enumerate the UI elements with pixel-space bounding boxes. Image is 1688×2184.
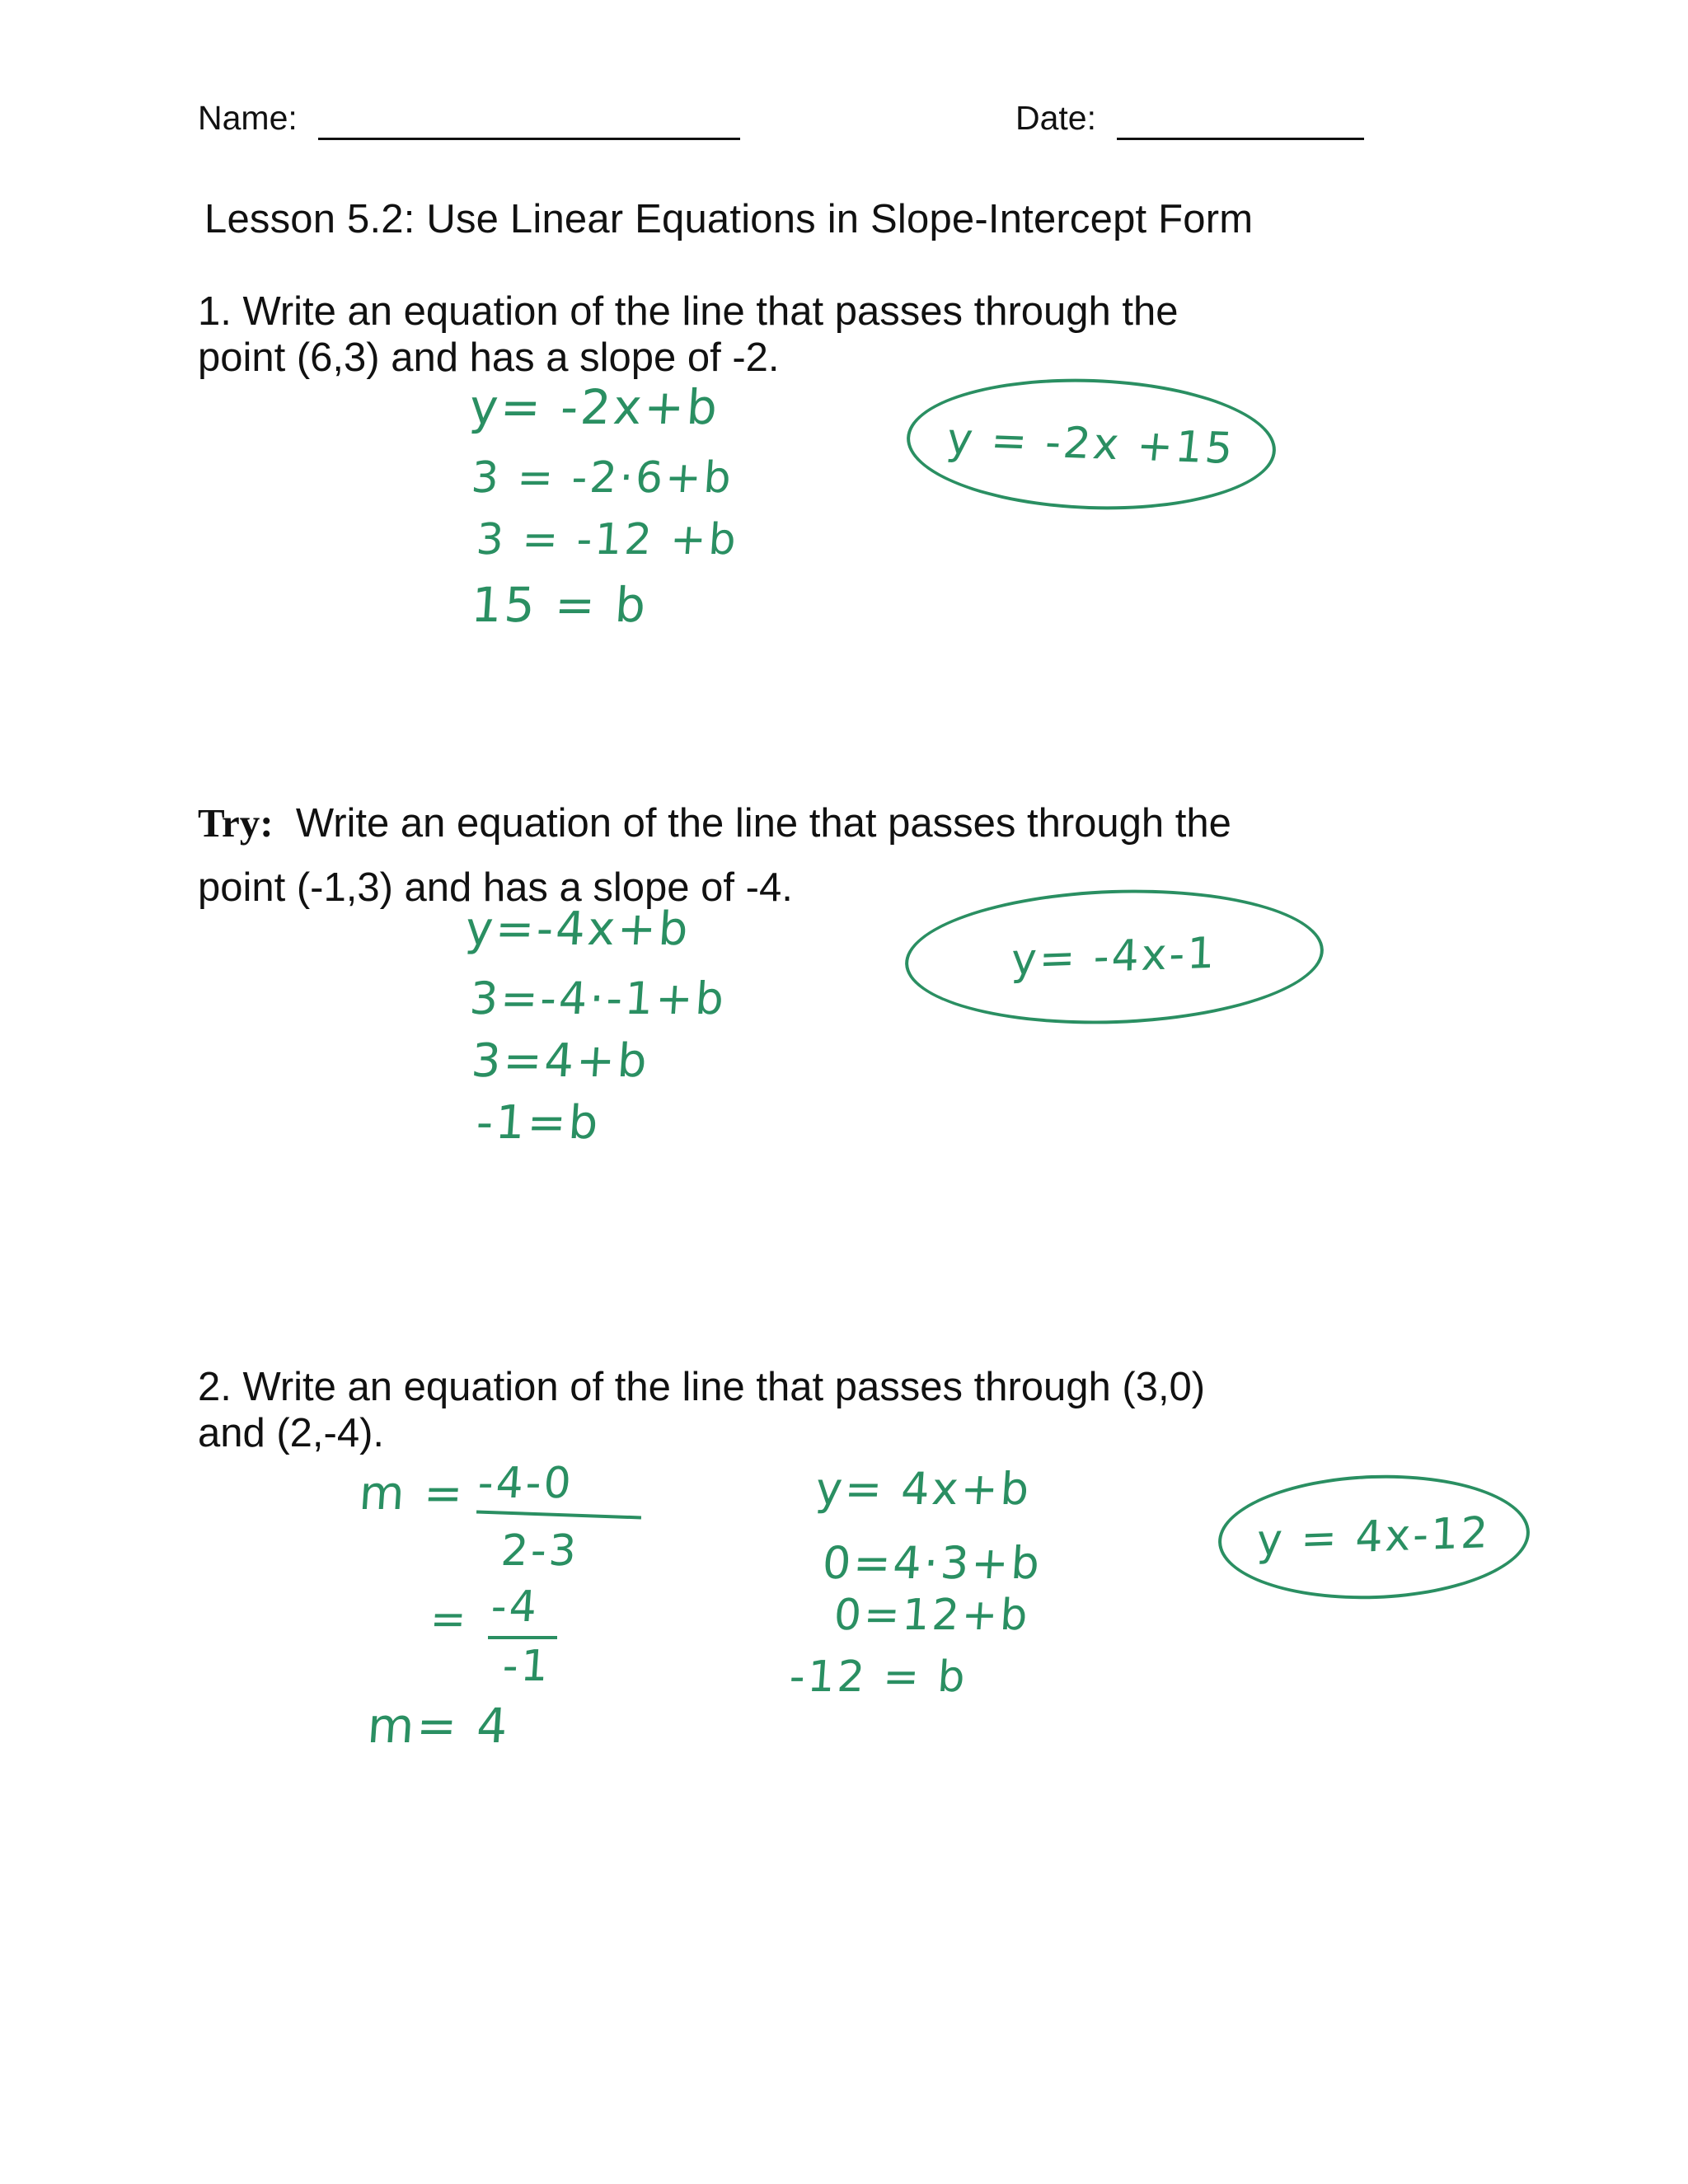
problem-2-line-2: and (2,-4).	[198, 1411, 385, 1455]
problem-2-answer: y = 4x-12	[1256, 1508, 1492, 1566]
name-blank	[318, 99, 740, 140]
date-blank	[1117, 99, 1364, 140]
problem-1-work-2: 3 = -2·6+b	[469, 453, 735, 503]
slope-result: m= 4	[365, 1698, 512, 1754]
problem-2-line-1: 2. Write an equation of the line that passes through (3,0)	[198, 1365, 1206, 1409]
try-line-1	[198, 791, 1550, 855]
intercept-work-1: y= 4x+b	[814, 1463, 1034, 1515]
problem-1-work-3: 3 = -12 +b	[474, 515, 740, 565]
slope-numerator-2: -4	[489, 1582, 541, 1632]
problem-1-prompt	[198, 288, 1550, 381]
try-work-2: 3=-4·-1+b	[467, 972, 729, 1024]
try-label: Try:	[198, 800, 274, 846]
problem-1-answer-oval	[904, 373, 1278, 516]
intercept-work-3: 0=12+b	[832, 1591, 1032, 1640]
problem-2-answer-oval	[1216, 1469, 1531, 1604]
date-field	[1015, 99, 1364, 140]
try-line-1-text: Write an equation of the line that passes through the	[295, 801, 1231, 846]
try-answer: y= -4x-1	[1010, 928, 1218, 986]
problem-1-line-1: 1. Write an equation of the line that passes through the	[198, 289, 1179, 334]
lesson-title: Lesson 5.2: Use Linear Equations in Slope-Intercept Form	[204, 197, 1254, 241]
problem-2-prompt	[198, 1364, 1550, 1456]
slope-denominator-1: 2-3	[499, 1526, 581, 1576]
try-prompt	[198, 791, 1550, 920]
name-field	[198, 99, 740, 140]
try-line-2: point (-1,3) and has a slope of -4.	[198, 865, 793, 910]
slope-numerator-1: -4-0	[476, 1459, 575, 1508]
problem-1-work-4: 15 = b	[469, 577, 650, 633]
slope-fraction-bar-1	[476, 1511, 641, 1520]
try-work-3: 3=4+b	[469, 1034, 651, 1088]
slope-fraction-bar-2	[488, 1636, 557, 1639]
slope-m-eq: m =	[357, 1467, 467, 1521]
try-work-1: y=-4x+b	[463, 902, 692, 956]
slope-eq-2: =	[428, 1595, 471, 1644]
problem-1-work-1: y= -2x+b	[467, 379, 722, 435]
intercept-work-2: 0=4·3+b	[820, 1537, 1044, 1589]
name-label: Name:	[198, 99, 298, 137]
problem-1-answer: y = -2x +15	[945, 414, 1238, 475]
try-work-4: -1=b	[474, 1096, 603, 1150]
intercept-work-4: -12 = b	[787, 1652, 969, 1702]
slope-denominator-2: -1	[500, 1642, 552, 1691]
problem-1-line-2: point (6,3) and has a slope of -2.	[198, 335, 780, 380]
date-label: Date:	[1015, 99, 1096, 137]
